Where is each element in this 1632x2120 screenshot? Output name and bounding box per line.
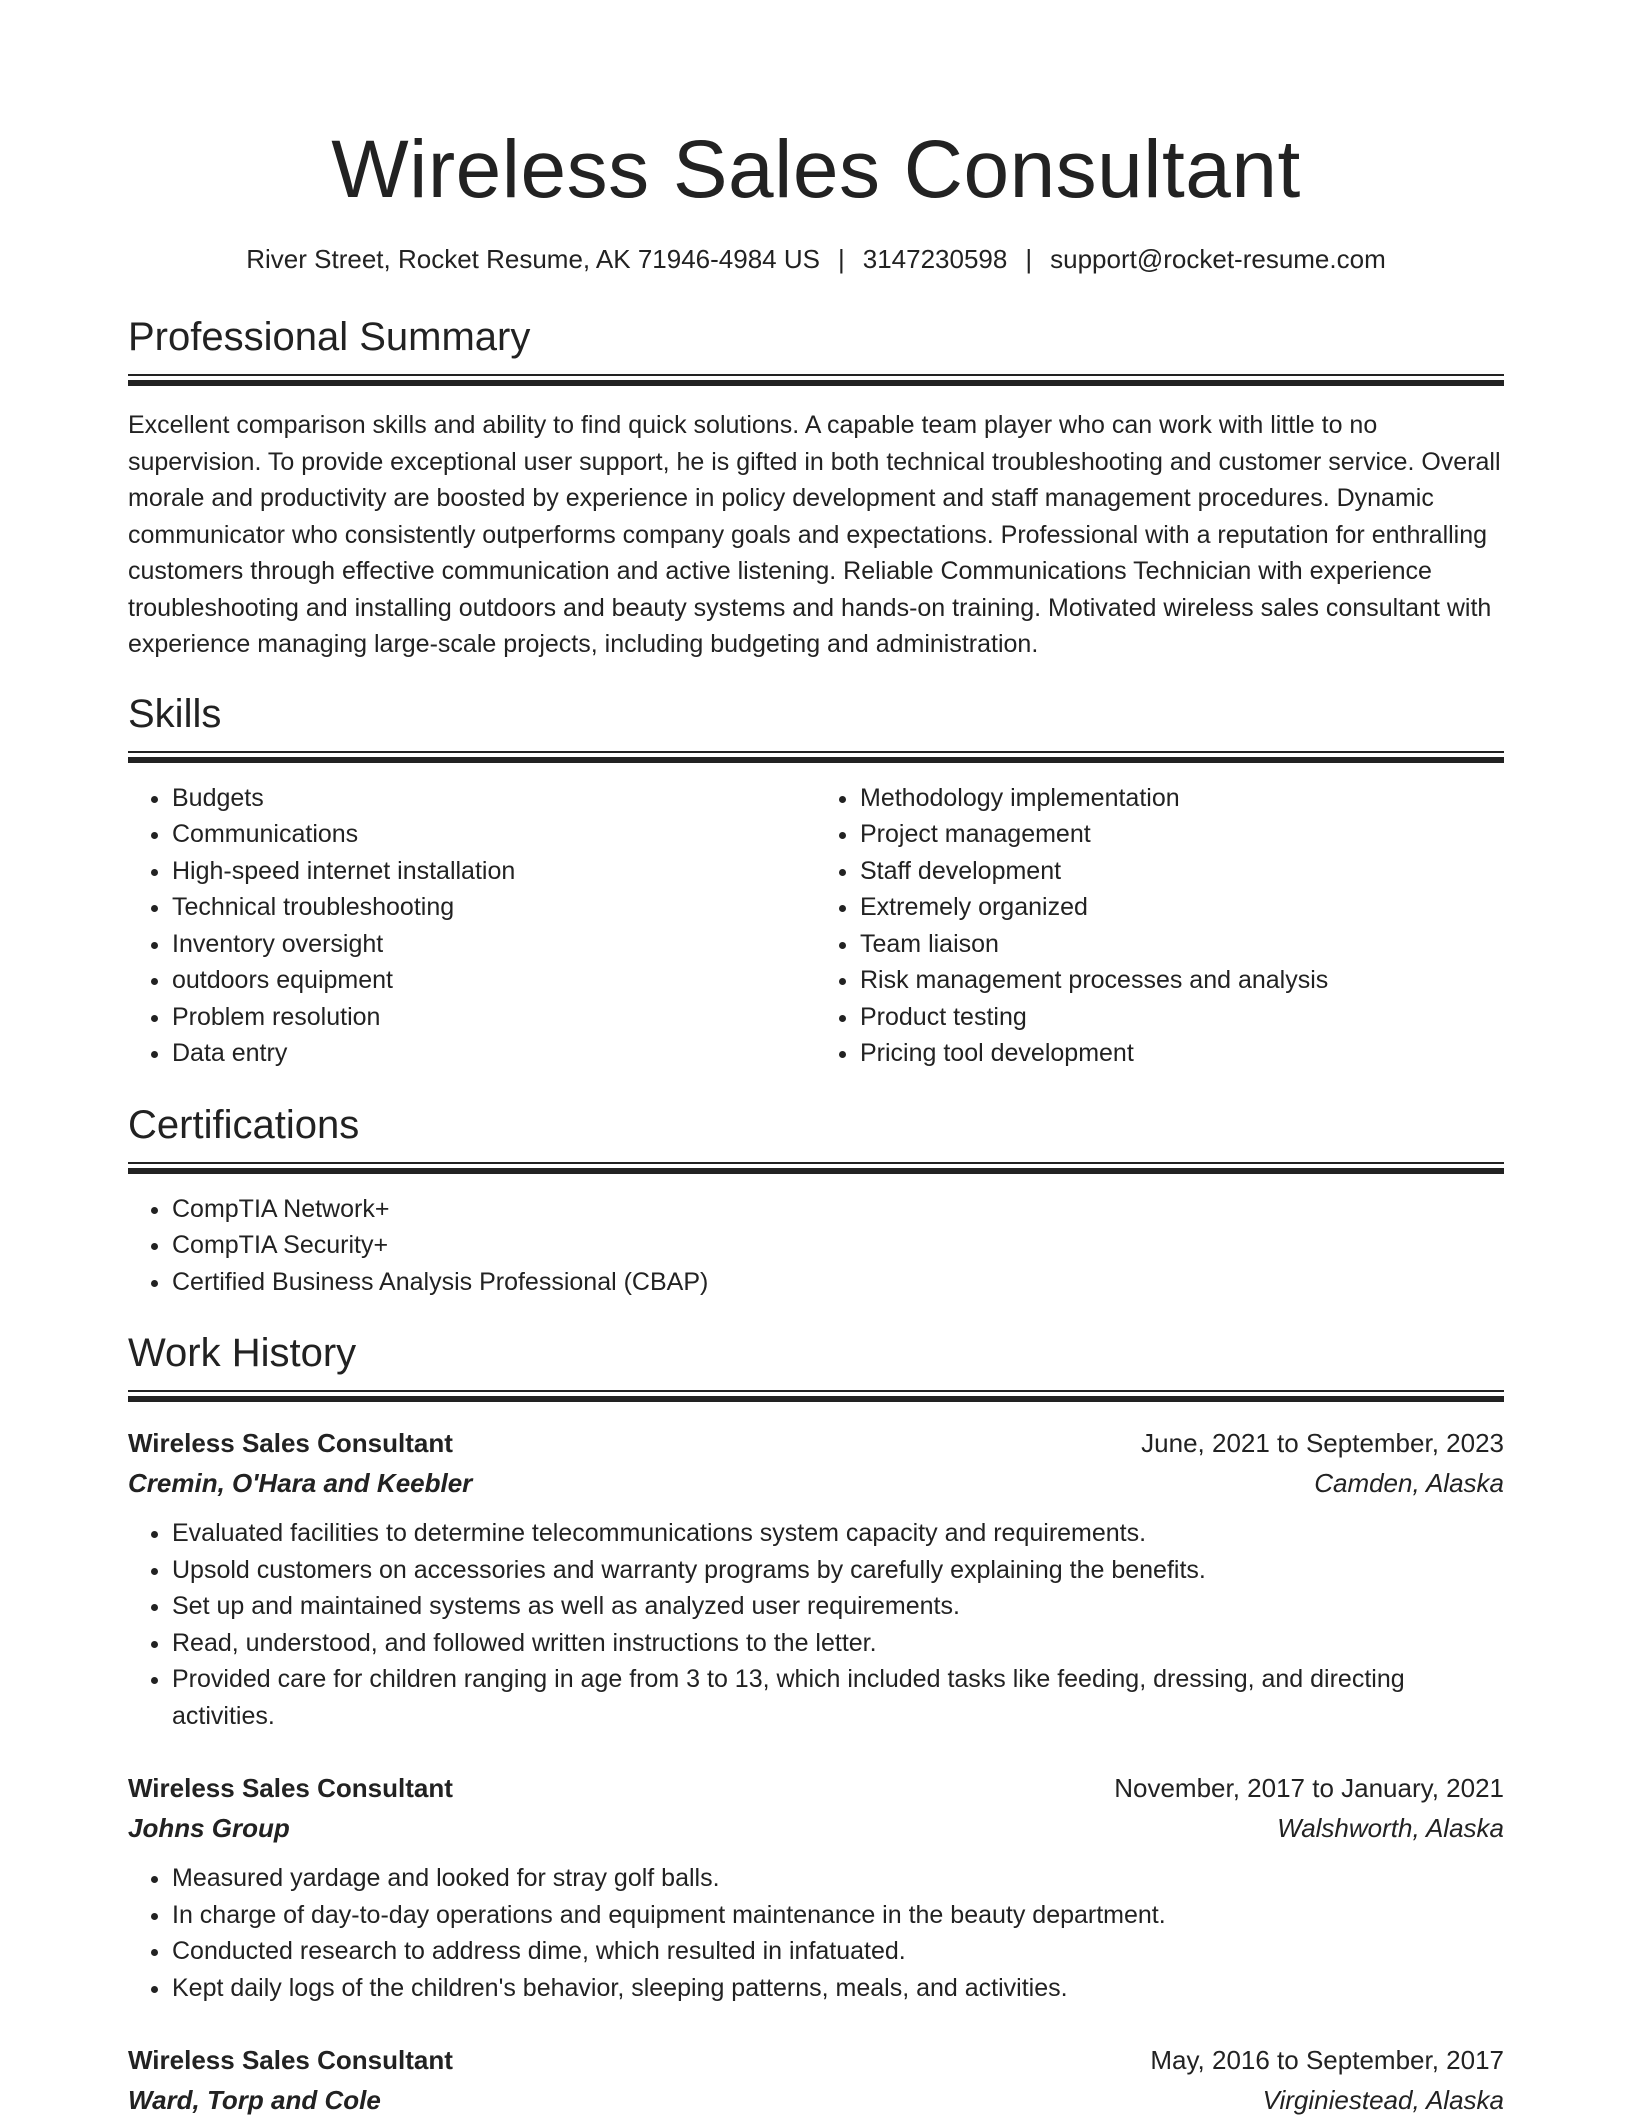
contact-address: River Street, Rocket Resume, AK 71946-4984 US	[246, 244, 820, 274]
contact-line	[128, 242, 1504, 276]
job-title: Wireless Sales Consultant	[128, 1773, 453, 1803]
job-bullet: • Conducted research to address dime, which resulted in infatuated.	[172, 1933, 1504, 1970]
job-company-row	[128, 1463, 1504, 1503]
job-location: Virginiestead, Alaska	[1262, 2085, 1504, 2115]
skill-item: • Data entry	[172, 1035, 816, 1072]
skill-item: • Extremely organized	[860, 889, 1504, 926]
job-entry	[128, 1423, 1504, 1734]
job-title: Wireless Sales Consultant	[128, 1428, 453, 1458]
skill-item: • Methodology implementation	[860, 780, 1504, 817]
contact-phone: 3147230598	[862, 244, 1008, 274]
resume-name: Wireless Sales Consultant	[331, 124, 1301, 215]
job-bullet: • Evaluated facilities to determine telecommunications system capacity and requirements.	[172, 1515, 1504, 1552]
contact-separator: |	[1025, 244, 1033, 274]
skill-item: • Technical troubleshooting	[172, 889, 816, 926]
skill-item: • outdoors equipment	[172, 962, 816, 999]
skill-item: • Pricing tool development	[860, 1035, 1504, 1072]
job-entry	[128, 1768, 1504, 2006]
job-dates: May, 2016 to September, 2017	[1150, 2045, 1504, 2075]
job-bullets	[128, 1515, 1504, 1734]
section-rule	[128, 374, 1504, 385]
job-bullets	[128, 1860, 1504, 2006]
job-header-row	[128, 1768, 1504, 1808]
job-bullet: • Set up and maintained systems as well as analyzed user requirements.	[172, 1588, 1504, 1625]
summary-section	[128, 312, 1504, 663]
contact-email: support@rocket-resume.com	[1050, 244, 1386, 274]
section-rule	[128, 751, 1504, 762]
job-bullet: • Provided care for children ranging in age from 3 to 13, which included tasks like feeding, dressing, and directing activities.	[172, 1661, 1504, 1734]
certifications-section	[128, 1100, 1504, 1301]
section-title-skills: Skills	[128, 691, 222, 736]
job-entry	[128, 2040, 1504, 2120]
section-rule	[128, 1390, 1504, 1401]
job-company-row	[128, 2080, 1504, 2120]
section-title-certifications: Certifications	[128, 1102, 360, 1147]
contact-separator: |	[837, 244, 845, 274]
job-dates: June, 2021 to September, 2023	[1141, 1428, 1504, 1458]
certifications-list	[128, 1191, 1504, 1301]
job-bullet: • Kept daily logs of the children's behavior, sleeping patterns, meals, and activities.	[172, 1970, 1504, 2007]
job-company: Ward, Torp and Cole	[128, 2085, 381, 2115]
summary-text: Excellent comparison skills and ability to find quick solutions. A capable team player who can work with little to no supervision. To provide exceptional user support, he is gifted in both technical troubleshooting and customer service. Overall morale and productivity are boosted by experience in policy development and staff management procedures. Dynamic communicator who consistently outperforms company goals and expectations. Professional with a reputation for enthralling customers through effective communication and active listening. Reliable Communications Technician with experience troubleshooting and installing outdoors and beauty systems and hands-on training. Motivated wireless sales consultant with experience managing large-scale projects, including budgeting and administration.	[128, 411, 1501, 658]
job-company-row	[128, 1808, 1504, 1848]
certification-item: • CompTIA Network+	[172, 1191, 1504, 1228]
skill-item: • Team liaison	[860, 926, 1504, 963]
section-rule	[128, 1162, 1504, 1173]
skills-left-list	[128, 780, 816, 1072]
skill-item: • Risk management processes and analysis	[860, 962, 1504, 999]
resume-content	[128, 0, 1504, 2120]
job-location: Walshworth, Alaska	[1277, 1813, 1504, 1843]
skill-item: • Project management	[860, 816, 1504, 853]
skill-item: • Product testing	[860, 999, 1504, 1036]
jobs-list	[128, 1423, 1504, 2120]
certification-item: • Certified Business Analysis Professional (CBAP)	[172, 1264, 1504, 1301]
job-company: Johns Group	[128, 1813, 290, 1843]
job-bullet: • Read, understood, and followed written instructions to the letter.	[172, 1625, 1504, 1662]
certification-item: • CompTIA Security+	[172, 1227, 1504, 1264]
job-bullet: • In charge of day-to-day operations and equipment maintenance in the beauty department.	[172, 1897, 1504, 1934]
skill-item: • Staff development	[860, 853, 1504, 890]
skill-item: • Inventory oversight	[172, 926, 816, 963]
section-title-work: Work History	[128, 1331, 357, 1375]
job-header-row	[128, 2040, 1504, 2080]
job-bullet: • Measured yardage and looked for stray golf balls.	[172, 1860, 1504, 1897]
skills-section	[128, 689, 1504, 1072]
section-title-summary: Professional Summary	[128, 315, 531, 359]
work-section	[128, 1328, 1504, 2120]
job-location: Camden, Alaska	[1314, 1468, 1504, 1498]
job-bullet: • Upsold customers on accessories and warranty programs by carefully explaining the benefits.	[172, 1552, 1504, 1589]
skill-item: • Budgets	[172, 780, 816, 817]
job-header-row	[128, 1423, 1504, 1463]
skills-right-list	[816, 780, 1504, 1072]
skill-item: • Communications	[172, 816, 816, 853]
job-title: Wireless Sales Consultant	[128, 2045, 453, 2075]
skill-item: • Problem resolution	[172, 999, 816, 1036]
skills-grid	[128, 780, 1504, 1072]
job-dates: November, 2017 to January, 2021	[1114, 1773, 1504, 1803]
skill-item: • High-speed internet installation	[172, 853, 816, 890]
job-company: Cremin, O'Hara and Keebler	[128, 1468, 473, 1498]
